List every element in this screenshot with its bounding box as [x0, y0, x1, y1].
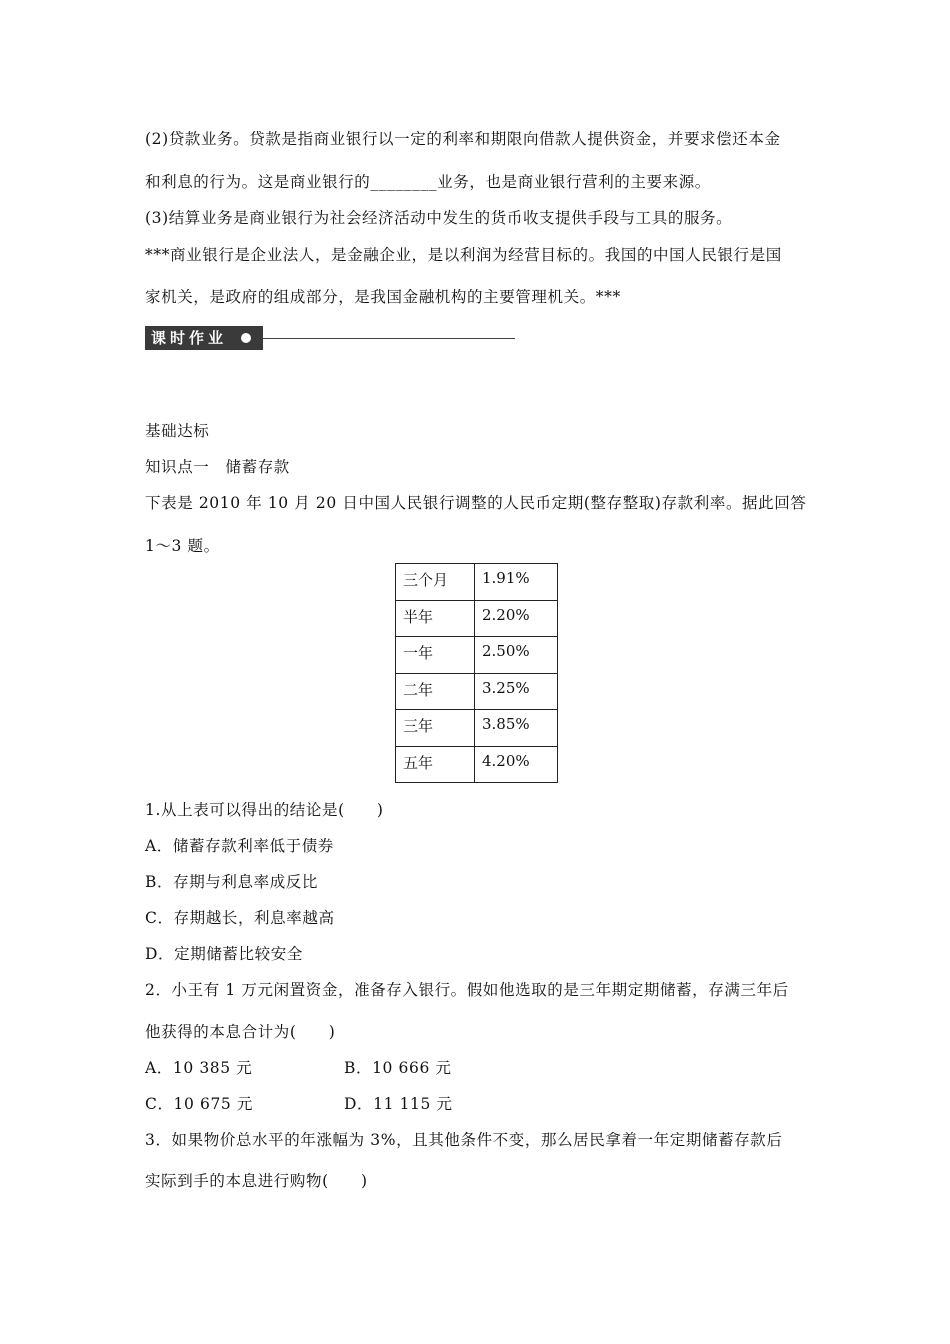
rate-cell: 3.85%	[475, 710, 558, 747]
paragraph-loan-line-2: 和利息的行为。这是商业银行的________业务，也是商业银行营利的主要来源。	[145, 173, 711, 191]
bullet-dot-icon	[241, 333, 251, 343]
question-3-stem-line-2: 实际到手的本息进行购物( )	[145, 1172, 368, 1190]
question-1-stem: 1.从上表可以得出的结论是( )	[145, 801, 384, 819]
term-cell: 五年	[396, 746, 475, 783]
section-header	[145, 326, 515, 350]
note-line-1: ***商业银行是企业法人，是金融企业，是以利润为经营目标的。我国的中国人民银行是国	[145, 246, 782, 264]
question-1-option-c: C．存期越长，利息率越高	[145, 909, 335, 927]
table-row	[396, 710, 558, 747]
question-2-stem-line-2: 他获得的本息合计为( )	[145, 1023, 336, 1041]
rate-cell: 1.91%	[475, 564, 558, 601]
rate-cell: 2.50%	[475, 637, 558, 674]
section-title: 课时作业	[145, 326, 263, 350]
table-row	[396, 600, 558, 637]
question-2-stem-line-1: 2．小王有 1 万元闲置资金，准备存入银行。假如他选取的是三年期定期储蓄，存满三年后	[145, 981, 789, 999]
term-cell: 二年	[396, 673, 475, 710]
section-divider	[263, 338, 515, 339]
question-2-option-d: D．11 115 元	[344, 1095, 453, 1113]
rate-cell: 4.20%	[475, 746, 558, 783]
intro-line-2: 1～3 题。	[145, 537, 220, 555]
term-cell: 三年	[396, 710, 475, 747]
question-2-option-a: A．10 385 元	[145, 1059, 253, 1077]
rate-cell: 3.25%	[475, 673, 558, 710]
term-cell: 一年	[396, 637, 475, 674]
rate-cell: 2.20%	[475, 600, 558, 637]
intro-line-1: 下表是 2010 年 10 月 20 日中国人民银行调整的人民币定期(整存整取)存款利率。据此回答	[145, 494, 807, 512]
question-2-option-b: B．10 666 元	[344, 1059, 452, 1077]
paragraph-settlement: (3)结算业务是商业银行为社会经济活动中发生的货币收支提供手段与工具的服务。	[145, 209, 733, 227]
question-1-option-a: A．储蓄存款利率低于债券	[145, 837, 334, 855]
subhead-knowledge-point: 知识点一 储蓄存款	[145, 458, 290, 476]
table-row	[396, 673, 558, 710]
subhead-basic: 基础达标	[145, 422, 210, 440]
table-row	[396, 564, 558, 601]
question-3-stem-line-1: 3．如果物价总水平的年涨幅为 3%，且其他条件不变，那么居民拿着一年定期储蓄存款后	[145, 1131, 783, 1149]
table-row	[396, 637, 558, 674]
question-2-option-c: C．10 675 元	[145, 1095, 254, 1113]
paragraph-loan-line-1: (2)贷款业务。贷款是指商业银行以一定的利率和期限向借款人提供资金，并要求偿还本金	[145, 130, 781, 148]
term-cell: 半年	[396, 600, 475, 637]
question-1-option-b: B．存期与利息率成反比	[145, 873, 318, 891]
term-cell: 三个月	[396, 564, 475, 601]
note-line-2: 家机关，是政府的组成部分，是我国金融机构的主要管理机关。***	[145, 288, 621, 306]
interest-rate-table	[395, 563, 558, 783]
question-1-option-d: D．定期储蓄比较安全	[145, 945, 303, 963]
table-row	[396, 746, 558, 783]
